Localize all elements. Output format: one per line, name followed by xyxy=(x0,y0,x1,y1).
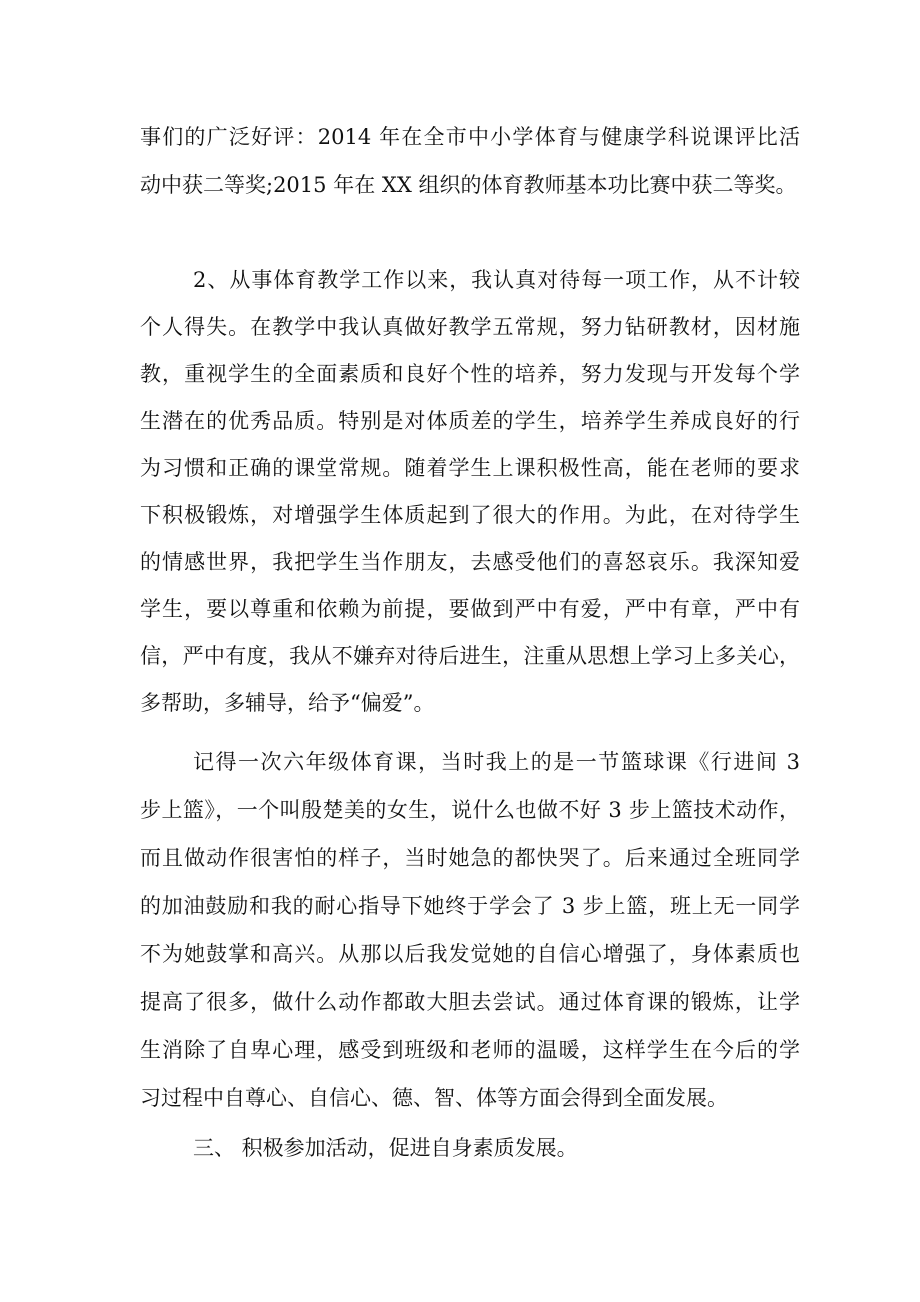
section-heading-3: 三、 积极参加活动，促进自身素质发展。 xyxy=(193,1136,578,1160)
paragraph3-line-3: 而且做动作很害怕的样子，当时她急的都快哭了。后来通过全班同学 xyxy=(140,846,800,870)
paragraph3-line-1: 记得一次六年级体育课，当时我上的是一节篮球课《行进间 3 xyxy=(193,750,800,774)
paragraph3-line-5: 不为她鼓掌和高兴。从那以后我发觉她的自信心增强了，身体素质也 xyxy=(140,942,800,966)
paragraph2-line-6: 下积极锻炼，对增强学生体质起到了很大的作用。为此，在对待学生 xyxy=(140,503,800,527)
paragraph2-line-1: 2、从事体育教学工作以来，我认真对待每一项工作，从不计较 xyxy=(193,268,800,292)
paragraph3-line-2: 步上篮》，一个叫殷楚美的女生，说什么也做不好 3 步上篮技术动作， xyxy=(140,798,800,822)
paragraph2-line-7: 的情感世界，我把学生当作朋友，去感受他们的喜怒哀乐。我深知爱 xyxy=(140,550,800,574)
paragraph2-line-10: 多帮助，多辅导，给予“偏爱”。 xyxy=(140,691,435,715)
paragraph2-line-3: 教，重视学生的全面素质和良好个性的培养，努力发现与开发每个学 xyxy=(140,362,800,386)
paragraph1-line-2: 动中获二等奖;2015 年在 XX 组织的体育教师基本功比赛中获二等奖。 xyxy=(140,173,797,197)
paragraph2-line-5: 为习惯和正确的课堂常规。随着学生上课积极性高，能在老师的要求 xyxy=(140,456,800,480)
paragraph3-line-6: 提高了很多，做什么动作都敢大胆去尝试。通过体育课的锻炼，让学 xyxy=(140,990,800,1014)
paragraph3-line-7: 生消除了自卑心理，感受到班级和老师的温暖，这样学生在今后的学 xyxy=(140,1038,800,1062)
paragraph2-line-2: 个人得失。在教学中我认真做好教学五常规，努力钻研教材，因材施 xyxy=(140,315,800,339)
paragraph3-line-4: 的加油鼓励和我的耐心指导下她终于学会了 3 步上篮，班上无一同学 xyxy=(140,894,800,918)
paragraph2-line-9: 信，严中有度，我从不嫌弃对待后进生，注重从思想上学习上多关心， xyxy=(140,644,800,668)
paragraph3-line-8: 习过程中自尊心、自信心、德、智、体等方面会得到全面发展。 xyxy=(140,1086,728,1110)
paragraph2-line-4: 生潜在的优秀品质。特别是对体质差的学生，培养学生养成良好的行 xyxy=(140,409,800,433)
paragraph1-line-1: 事们的广泛好评：2014 年在全市中小学体育与健康学科说课评比活 xyxy=(140,125,800,149)
paragraph2-line-8: 学生，要以尊重和依赖为前提，要做到严中有爱，严中有章，严中有 xyxy=(140,597,800,621)
